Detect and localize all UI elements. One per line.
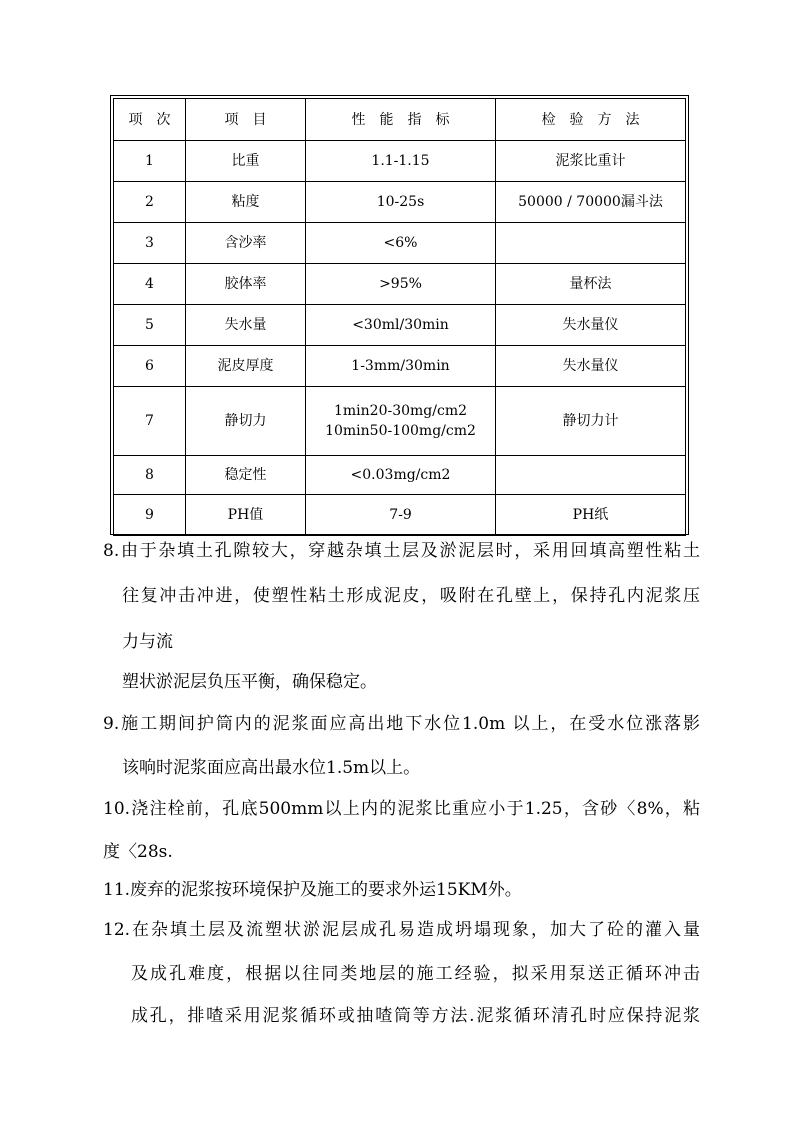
mud-spec-table: [113, 98, 686, 536]
row-no: 6: [114, 346, 186, 387]
row-spec: <30ml/30min: [306, 305, 496, 346]
row-method: 失水量仪: [496, 305, 686, 346]
row-item: 胶体率: [186, 264, 306, 305]
table-row: [114, 223, 686, 264]
row-item: 泥皮厚度: [186, 346, 306, 387]
row-spec: 1.1-1.15: [306, 141, 496, 182]
row-spec-line1: 1min20-30mg/cm2: [333, 403, 467, 419]
para-8-line-4: 塑状淤泥层负压平衡，确保稳定。: [122, 672, 377, 692]
header-method: 检 验 方 法: [496, 99, 686, 141]
header-no: 项 次: [114, 99, 186, 141]
row-spec-line2: 10min50-100mg/cm2: [325, 423, 476, 439]
table-row: [114, 182, 686, 223]
row-spec: <0.03mg/cm2: [306, 456, 496, 495]
row-item: 粘度: [186, 182, 306, 223]
para-10-line-2: 度〈28s.: [103, 842, 173, 862]
row-item: 比重: [186, 141, 306, 182]
table-row: [114, 387, 686, 456]
row-item: 含沙率: [186, 223, 306, 264]
table-row: [114, 305, 686, 346]
para-8-line-1: 8.由于杂填土孔隙较大，穿越杂填土层及淤泥层时，采用回填高塑性粘土: [103, 541, 700, 561]
para-12-line-2: 及成孔难度，根据以往同类地层的施工经验，拟采用泵送正循环冲击: [131, 964, 700, 984]
header-spec: 性 能 指 标: [306, 99, 496, 141]
row-method: 泥浆比重计: [496, 141, 686, 182]
para-8-line-3: 力与流: [122, 632, 173, 652]
header-item: 项 目: [186, 99, 306, 141]
row-spec: <6%: [306, 223, 496, 264]
row-item: 静切力: [186, 387, 306, 456]
row-spec-multiline: [306, 387, 496, 456]
row-no: 5: [114, 305, 186, 346]
para-11-line-1: 11.废弃的泥浆按环境保护及施工的要求外运15KM外。: [103, 880, 522, 900]
row-method: PH纸: [496, 495, 686, 536]
row-spec: 1-3mm/30min: [306, 346, 496, 387]
row-spec: 10-25s: [306, 182, 496, 223]
para-12-line-3: 成孔，排喳采用泥浆循环或抽喳筒等方法.泥浆循环清孔时应保持泥浆: [131, 1006, 700, 1026]
table-row: [114, 495, 686, 536]
row-no: 2: [114, 182, 186, 223]
row-no: 4: [114, 264, 186, 305]
row-method: 50000 / 70000漏斗法: [496, 182, 686, 223]
row-item: 失水量: [186, 305, 306, 346]
row-no: 9: [114, 495, 186, 536]
row-item: 稳定性: [186, 456, 306, 495]
row-spec: 7-9: [306, 495, 496, 536]
row-method: 失水量仪: [496, 346, 686, 387]
table-row: [114, 141, 686, 182]
para-9-line-2: 该响时泥浆面应高出最水位1.5m以上。: [122, 758, 421, 778]
row-method: 量杯法: [496, 264, 686, 305]
mud-spec-table-frame: [110, 95, 689, 535]
row-method: [496, 456, 686, 495]
row-no: 1: [114, 141, 186, 182]
row-no: 7: [114, 387, 186, 456]
row-spec: >95%: [306, 264, 496, 305]
row-method: [496, 223, 686, 264]
table-row: [114, 456, 686, 495]
table-row: [114, 346, 686, 387]
para-12-line-1: 12.在杂填土层及流塑状淤泥层成孔易造成坍塌现象，加大了砼的灌入量: [103, 920, 700, 940]
row-item: PH值: [186, 495, 306, 536]
para-8-line-2: 往复冲击冲进，使塑性粘土形成泥皮，吸附在孔壁上，保持孔内泥浆压: [122, 586, 700, 606]
para-10-line-1: 10.浇注栓前，孔底500mm以上内的泥浆比重应小于1.25，含砂〈8%，粘: [103, 799, 700, 819]
table-header-row: [114, 99, 686, 141]
row-no: 8: [114, 456, 186, 495]
row-method: 静切力计: [496, 387, 686, 456]
table-row: [114, 264, 686, 305]
para-9-line-1: 9.施工期间护筒内的泥浆面应高出地下水位1.0m 以上，在受水位涨落影: [103, 714, 700, 734]
row-no: 3: [114, 223, 186, 264]
